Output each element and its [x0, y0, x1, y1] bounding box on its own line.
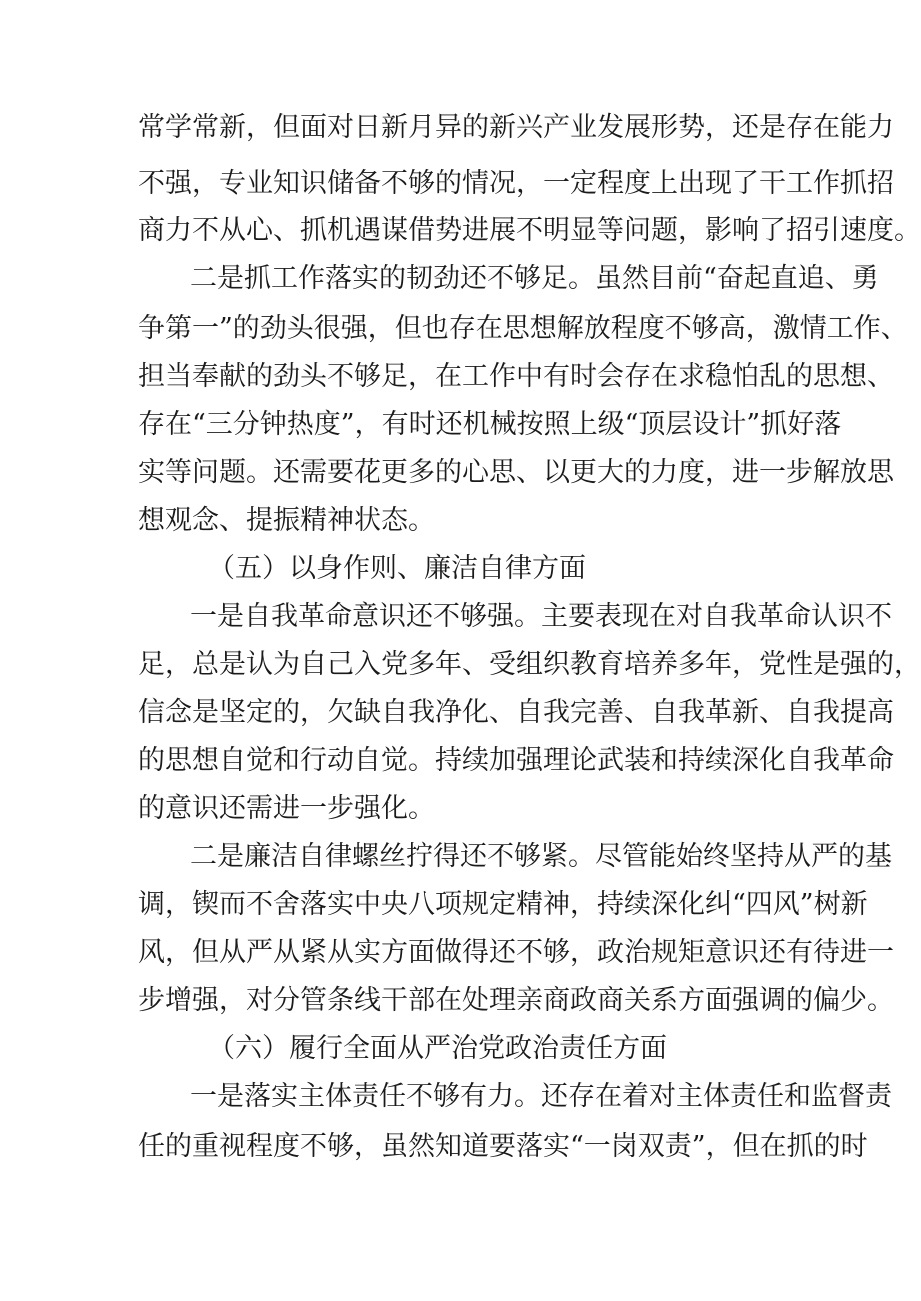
text-line: 想观念、提振精神状态。 [138, 505, 435, 536]
text-line: 任的重视程度不够，虽然知道要落实“一岗双责”，但在抓的时 [138, 1131, 868, 1162]
text-line: 的思想自觉和行动自觉。持续加强理论武装和持续深化自我革命 [138, 745, 894, 776]
text-line: 存在“三分钟热度”，有时还机械按照上级“顶层设计”抓好落 [138, 409, 842, 440]
paragraph-start-line: 一是自我革命意识还不够强。主要表现在对自我革命认识不 [190, 601, 892, 632]
text-line: 常学常新，但面对日新月异的新兴产业发展形势，还是存在能力 [138, 112, 894, 143]
text-line: 步增强，对分管条线干部在处理亲商政商关系方面强调的偏少。 [138, 985, 894, 1016]
text-line: 不强，专业知识储备不够的情况，一定程度上出现了干工作抓招 [138, 168, 894, 199]
paragraph-start-line: 二是廉洁自律螺丝拧得还不够紧。尽管能始终坚持从严的基 [190, 841, 892, 872]
text-line: 的意识还需进一步强化。 [138, 793, 435, 824]
section-heading: （五）以身作则、廉洁自律方面 [208, 553, 586, 584]
text-line: 风，但从严从紧从实方面做得还不够，政治规矩意识还有待进一 [138, 937, 894, 968]
paragraph-start-line: 一是落实主体责任不够有力。还存在着对主体责任和监督责 [190, 1081, 892, 1112]
text-line: 争第一”的劲头很强，但也存在思想解放程度不够高，激情工作、 [138, 313, 908, 344]
text-line: 信念是坚定的，欠缺自我净化、自我完善、自我革新、自我提高 [138, 697, 894, 728]
section-heading: （六）履行全面从严治党政治责任方面 [208, 1033, 667, 1064]
text-line: 担当奉献的劲头不够足，在工作中有时会存在求稳怕乱的思想、 [138, 361, 894, 392]
text-line: 商力不从心、抓机遇谋借势进展不明显等问题，影响了招引速度。 [138, 215, 921, 246]
text-line: 调，锲而不舍落实中央八项规定精神，持续深化纠“四风”树新 [138, 889, 868, 920]
paragraph-start-line: 二是抓工作落实的韧劲还不够足。虽然目前“奋起直追、勇 [190, 263, 879, 294]
text-line: 实等问题。还需要花更多的心思、以更大的力度，进一步解放思 [138, 457, 894, 488]
text-line: 足，总是认为自己入党多年、受组织教育培养多年，党性是强的， [138, 649, 921, 680]
